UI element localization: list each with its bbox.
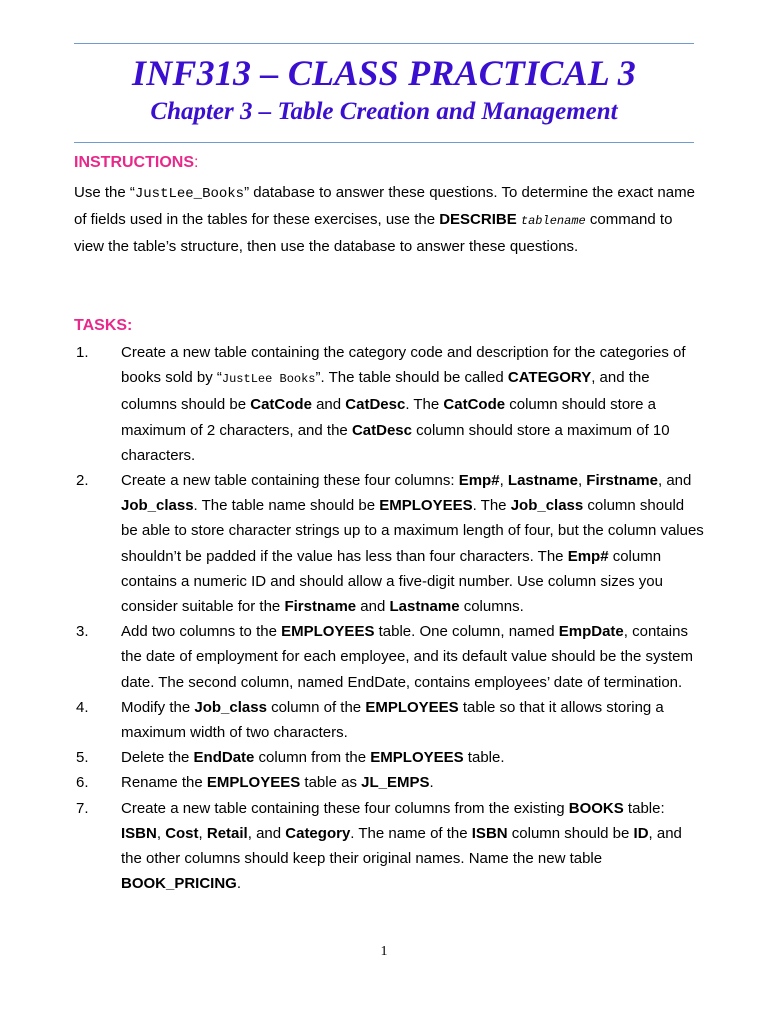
task-text: ,: [198, 824, 207, 842]
describe-keyword: DESCRIBE: [439, 211, 517, 228]
task-text: ”. The table should be called: [315, 369, 508, 387]
task-text: . The: [405, 396, 444, 414]
task-text: columns.: [459, 598, 524, 616]
column-name: Retail: [206, 824, 248, 842]
column-name: ISBN: [471, 824, 508, 842]
column-name: Firstname: [586, 472, 658, 490]
task-text: Rename the: [121, 774, 207, 792]
task-text: table as: [300, 774, 362, 792]
task-number: 3.: [76, 623, 89, 641]
database-name: JustLee_Books: [134, 186, 245, 202]
document-subtitle: Chapter 3 – Table Creation and Management: [150, 98, 618, 125]
database-name: JustLee Books: [221, 372, 316, 387]
instructions-text-2: ” database to answer these questions. To determine the exact name of fields used in the tables for these exercises, use the: [74, 184, 695, 228]
task-text: ,: [156, 824, 166, 842]
task-text: Create a new table containing these four columns:: [121, 472, 459, 490]
column-name: Cost: [165, 824, 199, 842]
header-rule: [74, 142, 694, 143]
table-name: EMPLOYEES: [206, 774, 301, 792]
task-text: , and the columns should be: [121, 369, 650, 414]
column-name: ISBN: [121, 824, 157, 842]
task-text: ,: [577, 472, 587, 490]
column-name: Firstname: [284, 598, 357, 616]
page-number: 1: [380, 944, 388, 959]
task-text: table so that it allows storing a maximum width of two characters.: [121, 698, 664, 742]
table-name: EMPLOYEES: [365, 698, 459, 716]
column-name: Lastname: [507, 472, 578, 490]
task-text: Create a new table containing these four columns from the existing: [121, 799, 569, 817]
table-name: BOOK_PRICING: [121, 875, 237, 893]
task-text: . The table name should be: [193, 497, 380, 515]
task-item-1: [74, 340, 704, 468]
document-title: INF313 – CLASS PRACTICAL 3: [132, 53, 636, 93]
table-name: EMPLOYEES: [370, 749, 464, 767]
task-text: Delete the: [121, 749, 194, 767]
column-name: CatCode: [250, 396, 312, 414]
task-text: . The name of the: [350, 824, 472, 842]
task-number: 1.: [76, 344, 89, 361]
task-text: , and: [657, 472, 692, 490]
column-name: Lastname: [389, 598, 460, 616]
task-text: column contains a numeric ID and should allow a five-digit number. Use column sizes you consider suitable for the: [121, 547, 663, 616]
instructions-paragraph: [74, 180, 704, 260]
task-text: Add two columns to the: [121, 623, 282, 641]
column-name: CatDesc: [351, 421, 412, 439]
task-text: column should store a maximum of 10 characters.: [121, 421, 670, 464]
task-number: 4.: [76, 698, 89, 716]
task-text: , contains the date of employment for each employee, and its default value should be the system date. The second column, named EndDate, contains employees’ date of termination.: [121, 623, 694, 691]
task-number: 5.: [76, 749, 89, 767]
instructions-text-1: Use the “: [74, 184, 135, 201]
task-item-3: [74, 619, 704, 695]
task-text: column should store a maximum of 2 characters, and the: [121, 396, 657, 439]
table-name: EMPLOYEES: [281, 623, 375, 641]
instructions-heading-text: INSTRUCTIONS: [74, 154, 194, 171]
task-text: , and: [247, 824, 286, 842]
task-item-4: [74, 695, 704, 745]
column-name: Emp#: [567, 547, 609, 565]
task-text: column of the: [266, 698, 366, 716]
task-item-7: [74, 796, 704, 897]
task-text: and: [356, 598, 390, 616]
task-text: . The: [472, 497, 511, 515]
instructions-heading: [74, 154, 198, 172]
task-text: table:: [623, 799, 665, 817]
task-text: , and the other columns should keep their original names. Name the new table: [121, 824, 682, 868]
instructions-heading-colon: :: [194, 154, 199, 171]
column-name: CatCode: [443, 396, 506, 414]
task-number: 7.: [76, 799, 89, 817]
task-text: .: [429, 774, 434, 792]
task-text: Create a new table containing the category code and description for the categories of books sold by “: [121, 344, 686, 387]
task-text: and: [311, 396, 346, 414]
task-text: column from the: [254, 749, 371, 767]
task-item-5: [74, 745, 704, 770]
column-name: Job_class: [121, 497, 194, 515]
task-text: Modify the: [121, 698, 195, 716]
task-item-6: [74, 770, 704, 795]
column-name: EmpDate: [558, 623, 624, 641]
task-text: column should be: [507, 824, 634, 842]
column-name: Job_class: [194, 698, 267, 716]
task-number: 2.: [76, 472, 89, 490]
column-name: Emp#: [458, 472, 500, 490]
task-text: column should be able to store character strings up to a maximum length of four, but the column values shouldn’t be padded if the value has less than four characters. The: [121, 497, 704, 565]
column-name: Job_class: [510, 497, 584, 515]
tasks-heading: TASKS:: [74, 317, 133, 334]
table-name: BOOKS: [568, 799, 624, 817]
column-name: EndDate: [193, 749, 255, 767]
task-list: [74, 340, 704, 896]
column-name: CatDesc: [345, 396, 406, 414]
column-name: Category: [285, 824, 351, 842]
task-text: table. One column, named: [374, 623, 559, 641]
task-number: 6.: [76, 774, 89, 792]
task-text: .: [236, 875, 242, 893]
top-rule: [74, 43, 694, 44]
column-name: ID: [633, 824, 649, 842]
tablename-placeholder: tablename: [520, 214, 586, 228]
table-name: EMPLOYEES: [379, 497, 473, 515]
instructions-text-3: command to view the table’s structure, then use the database to answer these questions.: [74, 211, 673, 255]
task-text: table.: [463, 749, 505, 767]
task-item-2: [74, 468, 704, 619]
task-text: ,: [499, 472, 508, 490]
table-name: JL_EMPS: [361, 774, 430, 792]
table-name: CATEGORY: [507, 369, 592, 387]
